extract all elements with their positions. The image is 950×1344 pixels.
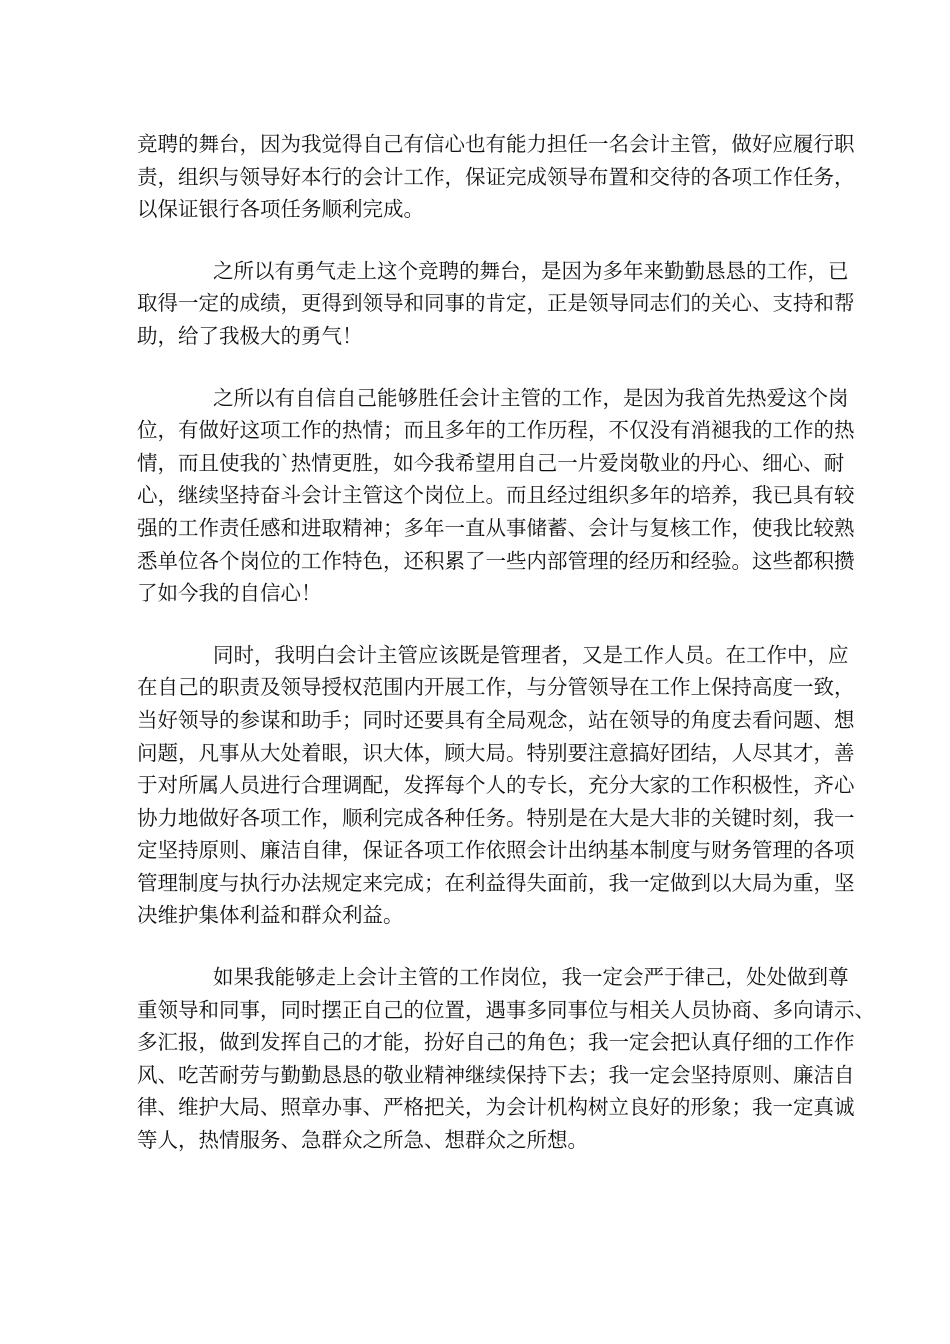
paragraph-line: 以保证银行各项任务顺利完成。 <box>137 197 424 222</box>
paragraph-line: 问题，凡事从大处着眼，识大体，顾大局。特别要注意搞好团结，人尽其才，善 <box>137 740 855 765</box>
paragraph-line: 等人，热情服务、急群众之所急、想群众之所想。 <box>137 1128 588 1153</box>
paragraph-line: 如果我能够走上会计主管的工作岗位，我一定会严于律己，处处做到尊 <box>213 965 849 990</box>
paragraph-line: 情，而且使我的`热情更胜，如今我希望用自己一片爱岗敬业的丹心、细心、耐 <box>137 450 845 475</box>
document-body <box>137 128 875 1186</box>
paragraph-line: 重领导和同事，同时摆正自己的位置，遇事多同事位与相关人员协商、多向请示、 <box>137 997 875 1022</box>
paragraph-line: 于对所属人员进行合理调配，发挥每个人的专长，充分大家的工作积极性，齐心 <box>137 773 855 798</box>
paragraph-line: 管理制度与执行办法规定来完成；在利益得失面前，我一定做到以大局为重，坚 <box>137 870 855 895</box>
paragraph-line: 心，继续坚持奋斗会计主管这个岗位上。而且经过组织多年的培养，我已具有较 <box>137 483 855 508</box>
paragraph-line: 律、维护大局、照章办事、严格把关，为会计机构树立良好的形象；我一定真诚 <box>137 1095 855 1120</box>
paragraph-line: 定坚持原则、廉洁自律，保证各项工作依照会计出纳基本制度与财务管理的各项 <box>137 838 855 863</box>
paragraph-line: 责，组织与领导好本行的会计工作，保证完成领导布置和交待的各项工作任务， <box>137 164 855 189</box>
paragraph-line: 决维护集体利益和群众利益。 <box>137 903 404 928</box>
paragraph-5 <box>137 961 875 1157</box>
paragraph-line: 多汇报，做到发挥自己的才能，扮好自己的角色；我一定会把认真仔细的工作作 <box>137 1030 855 1055</box>
paragraph-line: 风、吃苦耐劳与勤勤恳恳的敬业精神继续保持下去；我一定会坚持原则、廉洁自 <box>137 1062 855 1087</box>
paragraph-2 <box>137 255 855 353</box>
paragraph-line: 竞聘的舞台，因为我觉得自己有信心也有能力担任一名会计主管，做好应履行职 <box>137 132 855 156</box>
paragraph-1 <box>137 128 855 226</box>
paragraph-line: 在自己的职责及领导授权范围内开展工作，与分管领导在工作上保持高度一致， <box>137 675 855 700</box>
paragraph-line: 之所以有勇气走上这个竞聘的舞台，是因为多年来勤勤恳恳的工作，已 <box>213 258 849 283</box>
paragraph-line: 位，有做好这项工作的热情；而且多年的工作历程，不仅没有消褪我的工作的热 <box>137 418 855 443</box>
paragraph-line: 当好领导的参谋和助手；同时还要具有全局观念，站在领导的角度去看问题、想 <box>137 707 855 732</box>
paragraph-line: 协力地做好各项工作，顺利完成各种任务。特别是在大是大非的关键时刻，我一 <box>137 805 855 830</box>
paragraph-line: 强的工作责任感和进取精神；多年一直从事储蓄、会计与复核工作，使我比较熟 <box>137 515 855 540</box>
paragraph-line: 了如今我的自信心！ <box>137 581 322 606</box>
paragraph-3 <box>137 382 855 610</box>
paragraph-4 <box>137 639 855 932</box>
paragraph-line: 助，给了我极大的勇气！ <box>137 323 363 348</box>
paragraph-line: 同时，我明白会计主管应该既是管理者，又是工作人员。在工作中，应 <box>213 642 849 667</box>
paragraph-line: 取得一定的成绩，更得到领导和同事的肯定，正是领导同志们的关心、支持和帮 <box>137 291 855 316</box>
paragraph-line: 之所以有自信自己能够胜任会计主管的工作，是因为我首先热爱这个岗 <box>213 385 849 410</box>
paragraph-line: 悉单位各个岗位的工作特色，还积累了一些内部管理的经历和经验。这些都积攒 <box>137 548 855 573</box>
